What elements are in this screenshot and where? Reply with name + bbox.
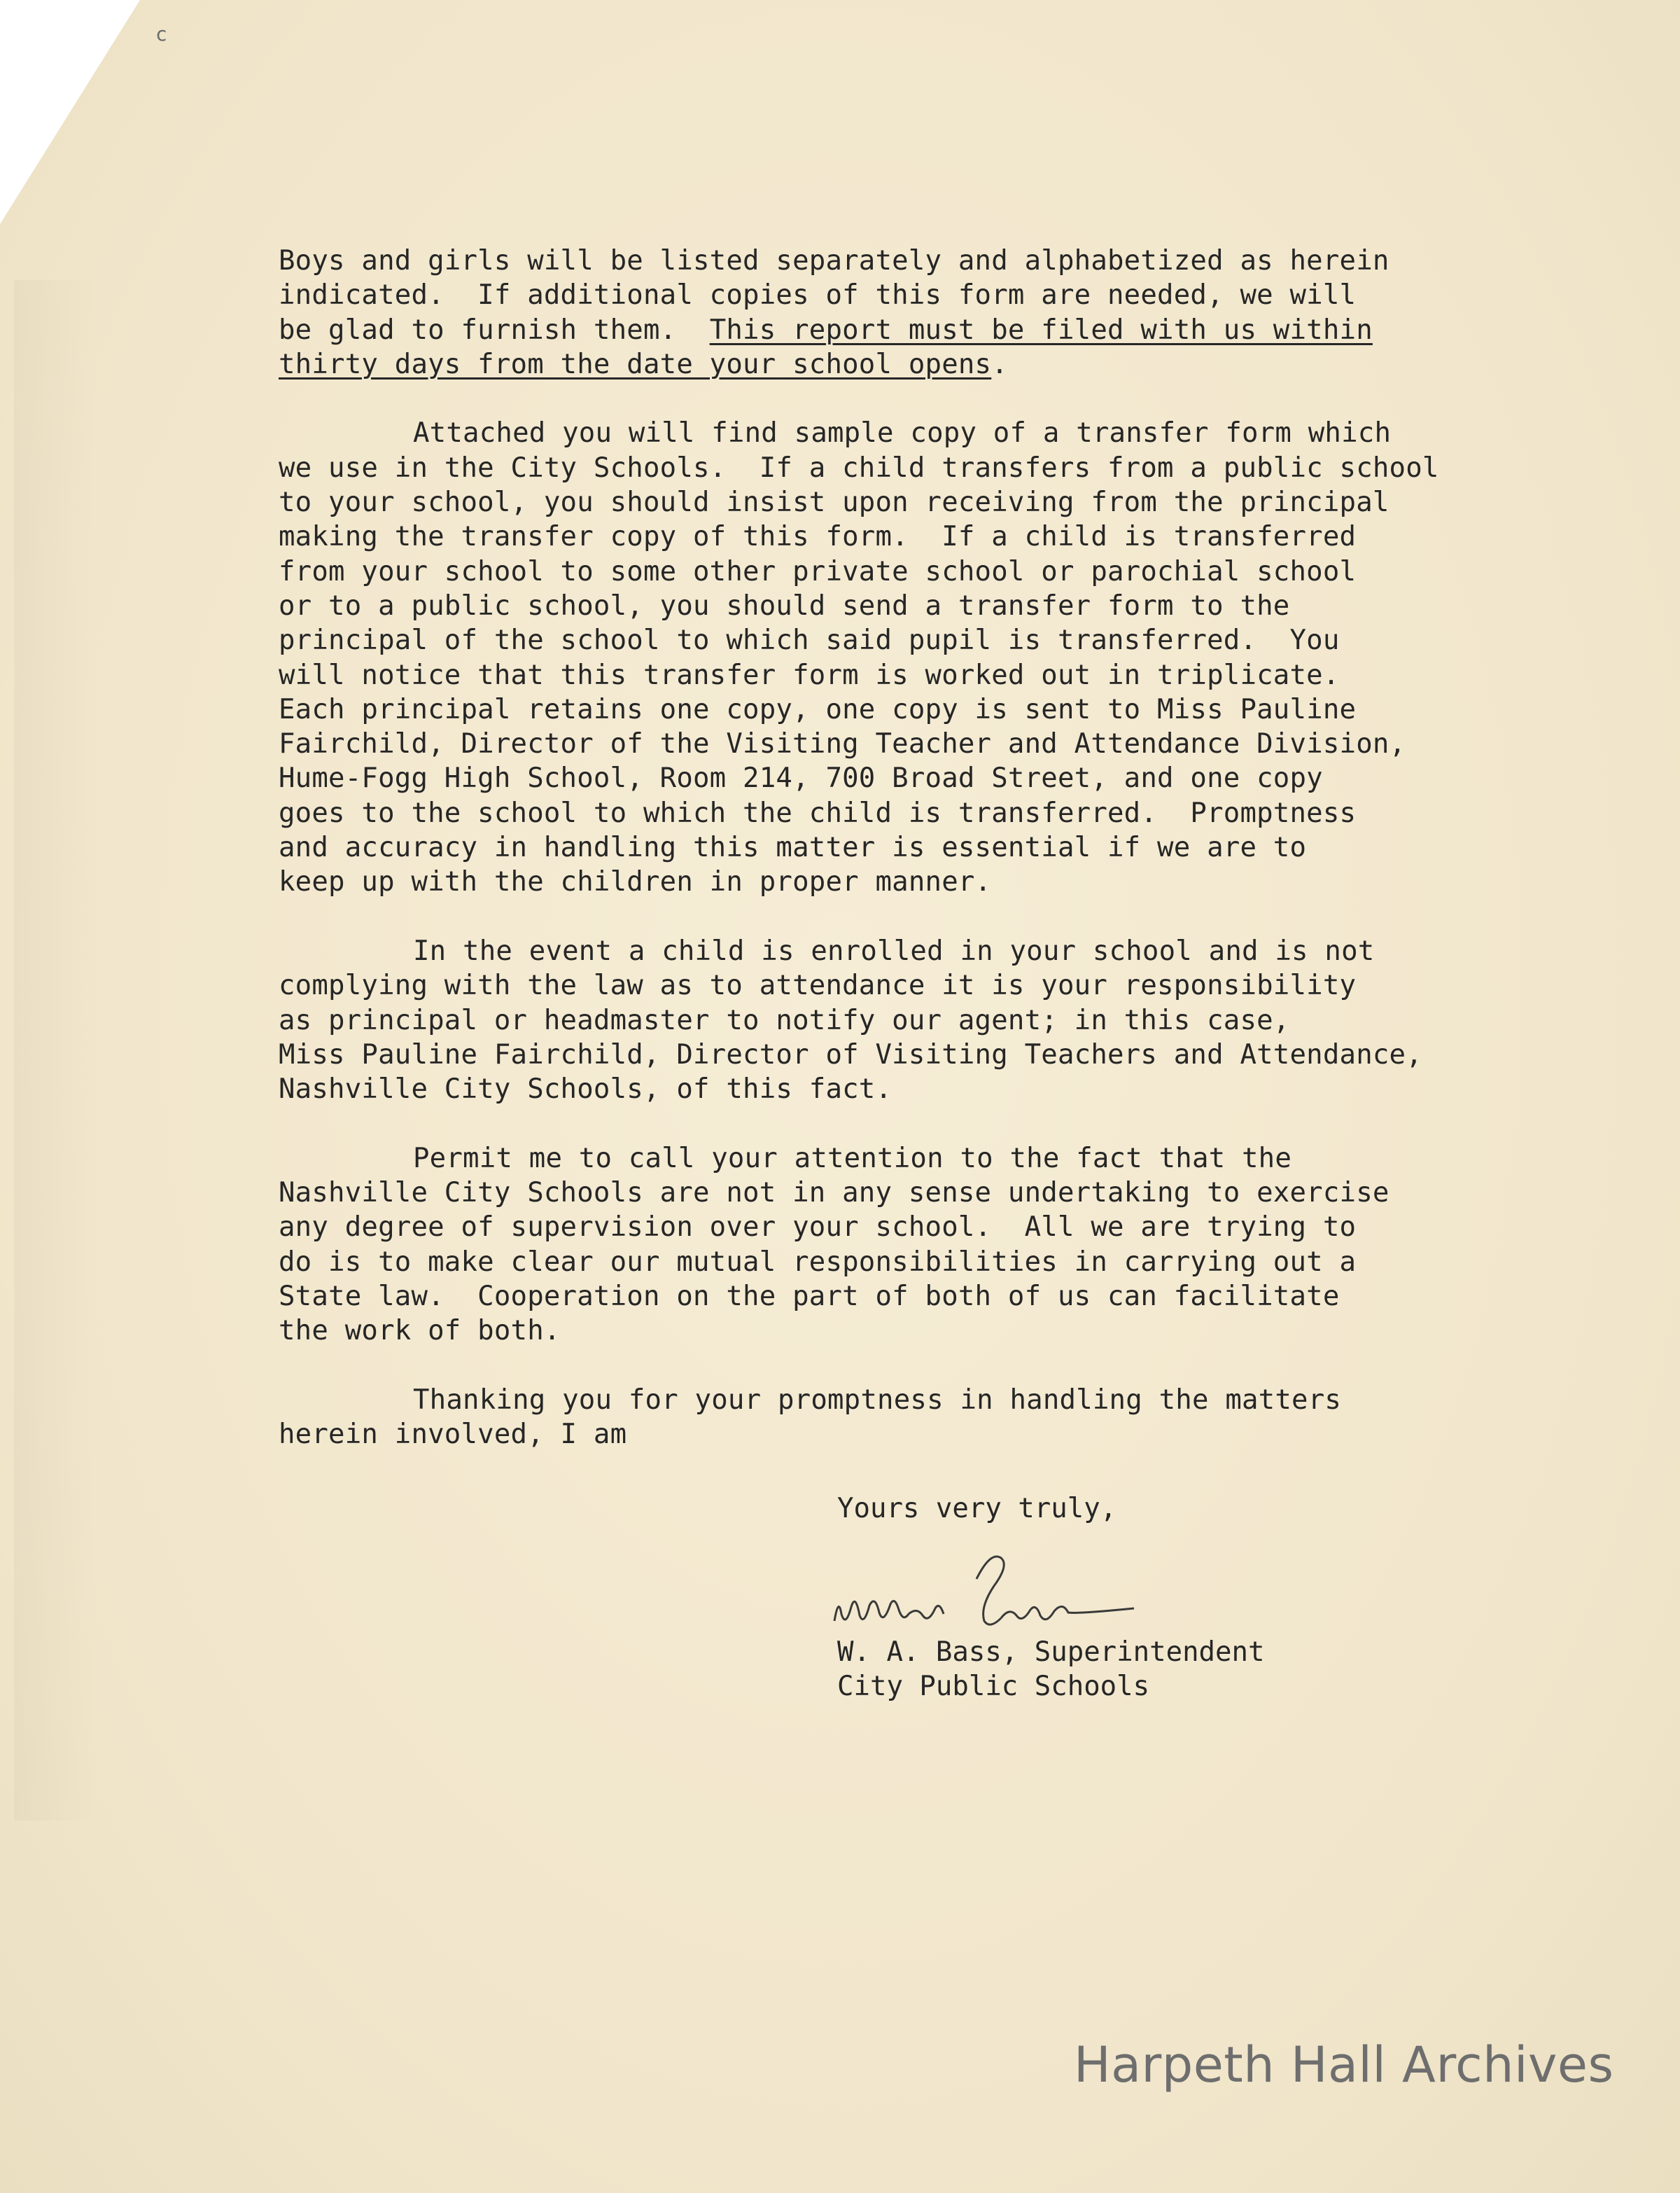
text-line [279, 1279, 1469, 1314]
text-line [279, 658, 1469, 692]
signer-organization: City Public Schools [837, 1671, 1150, 1703]
text-line [279, 485, 1469, 520]
text-line [279, 623, 1469, 657]
text-segment: Hume-Fogg High School, Room 214, 700 Broad Street, and one copy [279, 763, 1323, 795]
text-line [279, 1383, 1469, 1417]
text-segment: complying with the law as to attendance it is your responsibility [279, 970, 1357, 1002]
text-line [279, 968, 1469, 1003]
text-line [279, 244, 1469, 278]
text-segment: Nashville City Schools are not in any sense undertaking to exercise [279, 1177, 1390, 1209]
text-segment: Fairchild, Director of the Visiting Teacher and Attendance Division, [279, 728, 1406, 760]
paper-edge-shadow [14, 280, 98, 1820]
text-line [279, 1314, 1469, 1348]
corner-mark: c [155, 22, 167, 46]
text-line [279, 313, 1469, 347]
text-segment: goes to the school to which the child is transferred. Promptness [279, 797, 1357, 829]
text-line [279, 451, 1469, 485]
text-segment: or to a public school, you should send a transfer form to the [279, 590, 1290, 622]
text-line [279, 278, 1469, 312]
closing: Yours very truly, [837, 1493, 1117, 1524]
text-segment: will notice that this transfer form is worked out in triplicate. [279, 659, 1340, 691]
letter-body [279, 244, 1469, 1487]
paragraph [279, 416, 1469, 899]
signature-block [837, 1635, 1264, 1704]
text-segment: State law. Cooperation on the part of both of us can facilitate [279, 1280, 1340, 1312]
text-line [279, 1038, 1469, 1072]
text-segment: Attached you will find sample copy of a transfer form which [413, 417, 1392, 450]
text-line [279, 1003, 1469, 1038]
text-segment: we use in the City Schools. If a child transfers from a public school [279, 452, 1439, 484]
text-line [279, 1417, 1469, 1451]
archive-watermark: Harpeth Hall Archives [1074, 2036, 1614, 2094]
torn-corner [0, 0, 140, 224]
text-line [279, 1245, 1469, 1279]
signature-handwritten [826, 1537, 1162, 1642]
text-segment: Each principal retains one copy, one copy is sent to Miss Pauline [279, 693, 1357, 725]
text-line [279, 416, 1469, 450]
text-line [279, 830, 1469, 865]
text-line [279, 865, 1469, 899]
text-line [279, 1176, 1469, 1210]
text-segment: as principal or headmaster to notify our agent; in this case, [279, 1004, 1290, 1036]
paragraph [279, 244, 1469, 382]
text-segment: making the transfer copy of this form. If a child is transferred [279, 521, 1357, 553]
text-segment: to your school, you should insist upon receiving from the principal [279, 487, 1390, 519]
underlined-text: thirty days from the date your school opens [279, 348, 992, 380]
text-segment: . [991, 348, 1008, 380]
underlined-text: This report must be filed with us within [709, 314, 1373, 346]
text-segment: principal of the school to which said pupil is transferred. You [279, 625, 1340, 657]
text-line [279, 347, 1469, 382]
text-line [279, 589, 1469, 623]
paragraph [279, 934, 1469, 1106]
text-line [279, 934, 1469, 968]
text-segment: herein involved, I am [279, 1419, 627, 1451]
text-line [279, 727, 1469, 761]
text-line [279, 692, 1469, 727]
text-segment: and accuracy in handling this matter is essential if we are to [279, 832, 1307, 864]
text-segment: Thanking you for your promptness in handling the matters [413, 1384, 1342, 1416]
signer-name-title: W. A. Bass, Superintendent [837, 1636, 1265, 1668]
text-line [279, 1141, 1469, 1176]
text-line [279, 520, 1469, 554]
text-line [279, 555, 1469, 589]
text-line [279, 1210, 1469, 1244]
text-segment: Permit me to call your attention to the fact that the [413, 1142, 1292, 1174]
text-segment: from your school to some other private school or parochial school [279, 555, 1357, 587]
text-segment: indicated. If additional copies of this form are needed, we will [279, 279, 1357, 312]
text-segment: Nashville City Schools, of this fact. [279, 1073, 892, 1106]
paragraph [279, 1141, 1469, 1349]
text-segment: keep up with the children in proper manner. [279, 866, 992, 898]
text-segment: Boys and girls will be listed separately and alphabetized as herein [279, 245, 1390, 277]
text-line [279, 1072, 1469, 1106]
text-line [279, 796, 1469, 830]
text-segment: In the event a child is enrolled in your school and is not [413, 935, 1375, 967]
text-line [279, 761, 1469, 795]
text-segment: Miss Pauline Fairchild, Director of Visiting Teachers and Attendance, [279, 1038, 1422, 1071]
paragraph [279, 1383, 1469, 1452]
text-segment: be glad to furnish them. [279, 314, 710, 346]
text-segment: any degree of supervision over your school. All we are trying to [279, 1211, 1357, 1244]
text-segment: the work of both. [279, 1315, 561, 1347]
text-segment: do is to make clear our mutual responsibilities in carrying out a [279, 1246, 1357, 1278]
